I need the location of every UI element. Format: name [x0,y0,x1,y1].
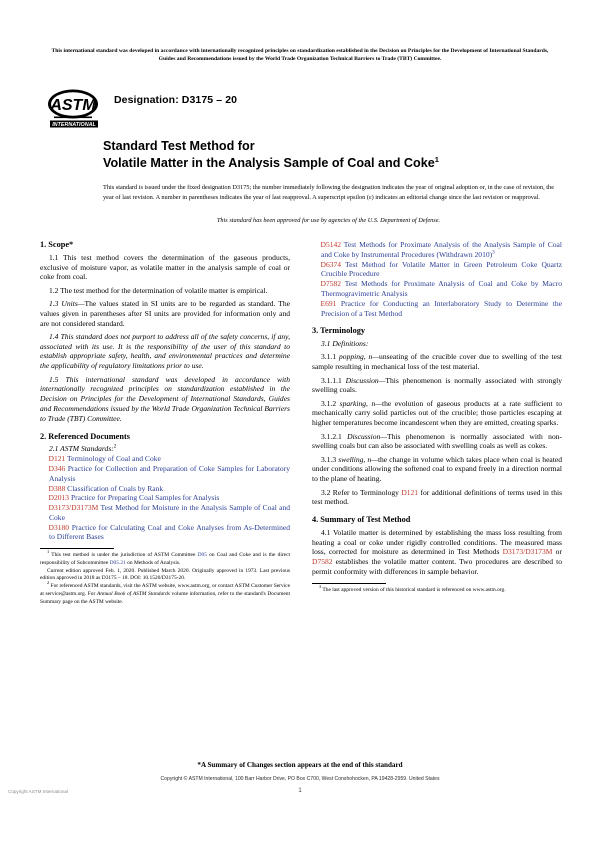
footnote-1 [40,549,290,567]
discussion-number: 3.1.1.1 [321,375,342,385]
footnote-2-marker: 2 [47,580,50,586]
discussion-popping [312,376,562,396]
astm-standards-label: 2.1 ASTM Standards: [49,444,114,454]
standard-title: Test Methods for Proximate Analysis of Coal and Coke by Macro Thermogravimetric Analysis [321,279,562,298]
units-lead-in: 1.3 Units— [49,298,85,308]
definitions-label: 3.1 Definitions: [321,339,369,349]
summary-text-c: establishes the volatile matter content. Two procedures are described to permit conformity with differences in sample behavior. [312,557,562,577]
scope-paragraph-1-1: 1.1 This test method covers the determination of the gaseous products, exclusive of moisture vapor, as volatile matter in the analysis sample of coal or coke from coal. [40,252,290,282]
astm-standards-subheading [40,444,290,454]
definition-number: 3.1.2 [321,398,337,408]
footnote-3-text: The last approved version of this historical standard is referenced on www.astm.org. [322,586,506,593]
document-header [46,88,554,134]
reference-item[interactable] [312,279,562,299]
terminology-reference-3-2 [312,488,562,508]
definition-popping [312,352,562,372]
definition-swelling [312,455,562,484]
heading-terminology: 3. Terminology [312,326,366,336]
reference-item[interactable] [40,464,290,484]
title-line-2 [103,155,554,172]
standard-link-d3180[interactable]: D3180 [48,522,70,532]
standard-link-d3173[interactable]: D3173/D3173M [48,503,99,513]
footnote-3-marker: 3 [319,584,322,590]
right-footnotes [312,584,562,595]
title-main-text: Volatile Matter in the Analysis Sample of Coal and Coke [103,155,435,170]
definition-number: 3.1.1 [321,352,337,362]
standard-link-e691[interactable]: E691 [320,298,337,308]
reference-item[interactable] [40,484,290,494]
discussion-text: This phenomenon is normally associated with strongly swelling coals. [312,375,562,395]
left-column [40,240,290,606]
standard-title: Practice for Preparing Coal Samples for Analysis [70,493,220,503]
discussion-label: Discussion— [345,375,386,385]
definition-term: sparking, n— [339,398,382,408]
footnote-2-italic: Annual Book of ASTM Standards [96,590,170,597]
footnote-2-text-b: volume information, refer to the standard's Document Summary page on the ASTM website. [40,590,290,605]
page-number: 1 [298,787,302,794]
discussion-label: Discussion— [347,431,387,441]
dod-approval-note: This standard has been approved for use by agencies of the U.S. Department of Defense. [216,217,441,224]
wto-banner: This international standard was developed in accordance with internationally recognized principles on standardization established in the Decision on Principles for the Development of International Standards, Guides and Recommendations issued by the World Trade Organization Technical Barriers to Trade (TBT) Committee. [51,48,549,62]
standard-title: Classification of Coals by Rank [67,483,164,493]
committee-link-d05[interactable]: D05 [197,552,207,559]
terminology-ref-text-a: 3.2 Refer to Terminology [321,487,402,497]
definition-term: popping, n— [339,352,380,362]
document-title [103,138,554,171]
standard-link-d7582[interactable]: D7582 [320,279,342,289]
copyright-watermark: Copyright ASTM International [8,789,69,794]
standard-title: Terminology of Coal and Coke [67,454,161,464]
standard-title: Practice for Calculating Coal and Coke Analyses from As-Determined to Different Bases [49,522,291,542]
summary-of-changes-note: *A Summary of Changes section appears at the end of this standard [197,761,403,769]
standard-link-d346[interactable]: D346 [48,463,66,473]
footnote-divider [312,583,386,584]
standard-link-d3173-inline[interactable]: D3173/D3173M [502,547,553,557]
title-line-1: Standard Test Method for [103,139,255,153]
reference-item[interactable] [312,260,562,280]
right-column [312,240,562,595]
terminology-ref-text-b: for additional definitions of terms used in this test method. [312,487,563,507]
copyright-line: Copyright © ASTM International, 100 Barr Harbor Drive, PO Box C700, West Conshohocken, PA 19428-2959. United States [160,776,440,782]
discussion-number: 3.1.2.1 [321,431,342,441]
standard-link-d121-inline[interactable]: D121 [401,487,419,497]
heading-summary-of-test-method: 4. Summary of Test Method [312,515,411,525]
scope-paragraph-1-3 [40,299,290,328]
footnote-2 [40,580,290,606]
scope-paragraph-1-4: 1.4 This standard does not purport to address all of the safety concerns, if any, associated with its use. It is the responsibility of the user of this standard to establish appropriate safety, health, and environmental practices and determine the applicability of regulatory limitations prior to use. [40,331,290,371]
footnote-1-current-edition: Current edition approved Feb. 1, 2020. Published March 2020. Originally approved in 1973. Last previous edition approved in 2018 as D3175 – 18. DOI: 10.1520/D3175-20. [40,567,290,582]
scope-paragraph-1-5: 1.5 This international standard was developed in accordance with internationally recognized principles on standardization established in the Decision on Principles for the Development of International Standards, Guides and Recommendations issued by the World Trade Organization Technical Barriers to Trade (TBT) Committee. [40,374,290,423]
footnote-2-text-a: For referenced ASTM standards, visit the ASTM website, www.astm.org, or contact ASTM Customer Service at service@astm.org. For [40,583,290,597]
astm-logo-icon [46,88,102,130]
standard-link-d121[interactable]: D121 [48,454,66,464]
standard-link-d7582-inline[interactable]: D7582 [312,557,333,567]
definition-text: the evolution of gaseous products at a rate sufficient to mechanically carry solid particles out of the crucible; those particles escaping at higher temperatures become incandescent when they are emitted, creating sparks. [312,398,563,428]
standard-link-d5142[interactable]: D5142 [320,240,342,249]
reference-item[interactable] [40,503,290,523]
standard-footnote-marker: 3 [492,249,495,256]
footnote-1-text-a: This test method is under the jurisdiction of ASTM Committee [51,552,198,559]
definition-sparking [312,399,562,428]
footnote-3 [312,584,562,595]
reference-item[interactable] [312,299,562,319]
standard-title: Test Method for Volatile Matter in Green Petroleum Coke Quartz Crucible Procedure [321,259,562,279]
standard-title: Test Method for Moisture in the Analysis Sample of Coal and Coke [49,503,290,522]
reference-item[interactable] [312,240,562,260]
standard-link-d388[interactable]: D388 [48,483,66,493]
standard-title: Practice for Collection and Preparation of Coke Samples for Laboratory Analysis [49,463,290,483]
standard-title: Practice for Conducting an Interlaboratory Study to Determine the Precision of a Test Method [321,298,562,318]
standard-link-d6374[interactable]: D6374 [320,259,342,269]
svg-text:ASTM: ASTM [50,97,96,114]
heading-scope: 1. Scope* [40,240,74,249]
standard-title: Test Methods for Proximate Analysis of the Analysis Sample of Coal and Coke by Instrumental Procedures (Withdrawn 2010) [321,240,562,259]
definition-number: 3.1.3 [321,454,337,464]
issue-note: This standard is issued under the fixed designation D3175; the number immediately following the designation indicates the year of original adoption or, in the case of revision, the year of last revision. A number in parentheses indicates the year of last reapproval. A superscript epsilon (ε) indicates an editorial change since the last revision or reapproval. [103,184,554,201]
title-footnote-marker: 1 [434,154,439,164]
summary-text-b: or [552,547,562,557]
definitions-lead [312,339,562,349]
standard-link-d2013[interactable]: D2013 [48,493,70,503]
svg-text:INTERNATIONAL: INTERNATIONAL [52,122,96,129]
definition-text: the change in volume which takes place when coal is heated under conditions allowing the softened coal to expand freely in a direction normal to the plane of heating. [312,454,563,484]
units-body: The values stated in SI units are to be regarded as standard. The values given in parentheses after SI units are provided for information only and are not considered standard. [40,298,291,328]
scope-paragraph-1-2: 1.2 The test method for the determination of volatile matter is empirical. [49,285,268,295]
footnote-1-text-c: on Methods of Analysis. [125,560,181,567]
summary-text-a: 4.1 Volatile matter is determined by establishing the mass loss resulting from heating a coal or coke under rigidly controlled conditions. The measured mass loss, corrected for moisture as determined in Test Methods [312,527,562,557]
definition-term: swelling, n— [338,454,378,464]
discussion-sparking [312,432,562,452]
discussion-text: This phenomenon is normally associated with non-swelling coals but can also be associated with swelling coals as well as cokes. [312,431,563,451]
astm-standards-footnote-marker: 2 [113,443,117,450]
definition-text: unseating of the crucible cover due to swelling of the test sample resulting in mechanical loss of the test material. [312,352,563,372]
left-footnotes [40,549,290,606]
reference-item[interactable] [40,493,290,503]
footnote-1-marker: 1 [47,549,50,555]
footnote-divider [40,548,114,549]
reference-item[interactable] [40,523,290,543]
summary-paragraph-4-1 [312,528,562,577]
reference-item[interactable] [40,454,290,464]
designation-label: Designation: D3175 – 20 [114,94,238,106]
footnote-1-text-b: on Coal and Coke and is the direct responsibility of Subcommittee [40,552,290,567]
subcommittee-link-d0521[interactable]: D05.21 [109,560,126,567]
heading-referenced-documents: 2. Referenced Documents [40,431,130,441]
